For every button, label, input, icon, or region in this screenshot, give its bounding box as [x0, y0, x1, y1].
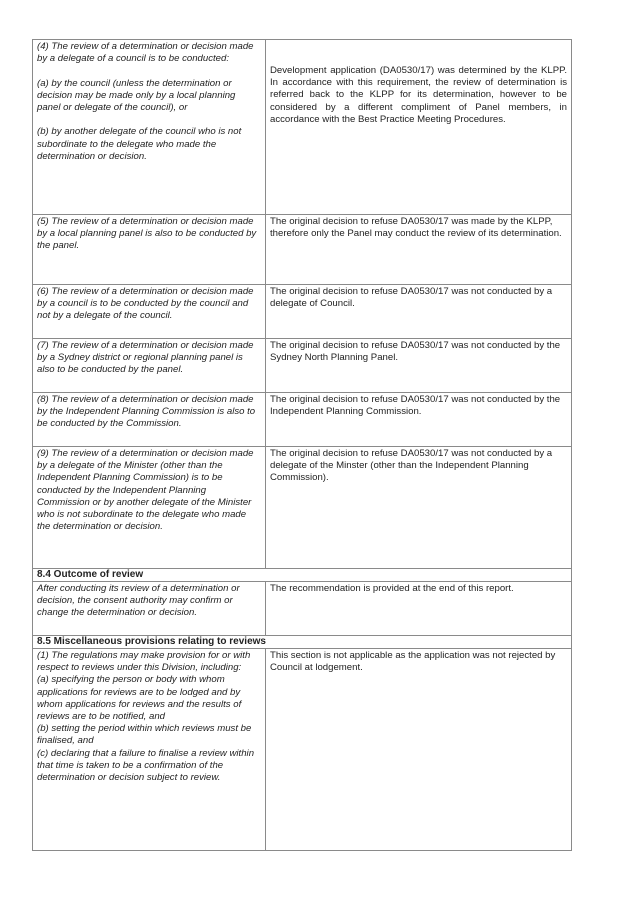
section-heading: 8.5 Miscellaneous provisions relating to reviews	[33, 636, 572, 649]
comment-cell: This section is not applicable as the application was not rejected by Council at lodgement.	[266, 649, 572, 851]
provision-text: (b) by another delegate of the council who is not subordinate to the delegate who made the determination or decision.	[37, 126, 242, 162]
section-heading-row	[33, 636, 572, 649]
comment-cell: The original decision to refuse DA0530/17 was not conducted by the Independent Planning Commission.	[266, 393, 572, 447]
table-row	[33, 447, 572, 569]
comment-text: Development application (DA0530/17) was determined by the KLPP. In accordance with this requirement, the review of determination is referred back to the KLPP for its determination, however to be considered by a different compliment of Panel members, in accordance with the Best Practice Meeting Procedures.	[270, 65, 567, 125]
provision-text: (a) specifying the person or body with whom applications for reviews are to be lodged and by whom applications for reviews and the results of reviews are to be notified, and	[37, 674, 242, 723]
comment-cell: The recommendation is provided at the end of this report.	[266, 582, 572, 636]
provision-text: (1) The regulations may make provision for or with respect to reviews under this Division, including:	[37, 650, 251, 674]
provision-cell	[33, 40, 266, 215]
provision-cell	[33, 649, 266, 851]
provision-cell: (7) The review of a determination or decision made by a Sydney district or regional planning panel is also to be conducted by the panel.	[33, 339, 266, 393]
section-heading: 8.4 Outcome of review	[33, 569, 572, 582]
table-row	[33, 649, 572, 851]
comment-cell: The original decision to refuse DA0530/17 was not conducted by the Sydney North Planning Panel.	[266, 339, 572, 393]
provision-text: (a) by the council (unless the determination or decision may be made only by a local planning panel or delegate of the council), or	[37, 77, 236, 113]
table-row	[33, 393, 572, 447]
provision-cell: (9) The review of a determination or decision made by a delegate of the Minister (other than the Independent Planning Commission) is to be conducted by the Independent Planning Commission or by another delegate of the Minister who is not subordinate to the delegate who made the determination or decision.	[33, 447, 266, 569]
provision-cell: (5) The review of a determination or decision made by a local planning panel is also to be conducted by the panel.	[33, 215, 266, 285]
table-row	[33, 40, 572, 215]
table-row	[33, 582, 572, 636]
table-row	[33, 215, 572, 285]
provision-cell: (8) The review of a determination or decision made by the Independent Planning Commission is also to be conducted by the Commission.	[33, 393, 266, 447]
section-heading-row	[33, 569, 572, 582]
table-row	[33, 285, 572, 339]
comment-cell	[266, 40, 572, 215]
review-provisions-table	[32, 39, 572, 851]
provision-cell: After conducting its review of a determination or decision, the consent authority may confirm or change the determination or decision.	[33, 582, 266, 636]
provision-text: (4) The review of a determination or decision made by a delegate of a council is to be conducted:	[37, 41, 254, 65]
provision-text: (b) setting the period within which reviews must be finalised, and	[37, 723, 252, 747]
comment-cell: The original decision to refuse DA0530/17 was made by the KLPP, therefore only the Panel may conduct the review of its determination.	[266, 215, 572, 285]
provision-cell: (6) The review of a determination or decision made by a council is to be conducted by the council and not by a delegate of the council.	[33, 285, 266, 339]
comment-cell: The original decision to refuse DA0530/17 was not conducted by a delegate of the Minster (other than the Independent Planning Commission).	[266, 447, 572, 569]
provision-text: (c) declaring that a failure to finalise a review within that time is taken to be a confirmation of the determination or decision subject to review.	[37, 747, 255, 784]
table-row	[33, 339, 572, 393]
comment-cell: The original decision to refuse DA0530/17 was not conducted by a delegate of Council.	[266, 285, 572, 339]
